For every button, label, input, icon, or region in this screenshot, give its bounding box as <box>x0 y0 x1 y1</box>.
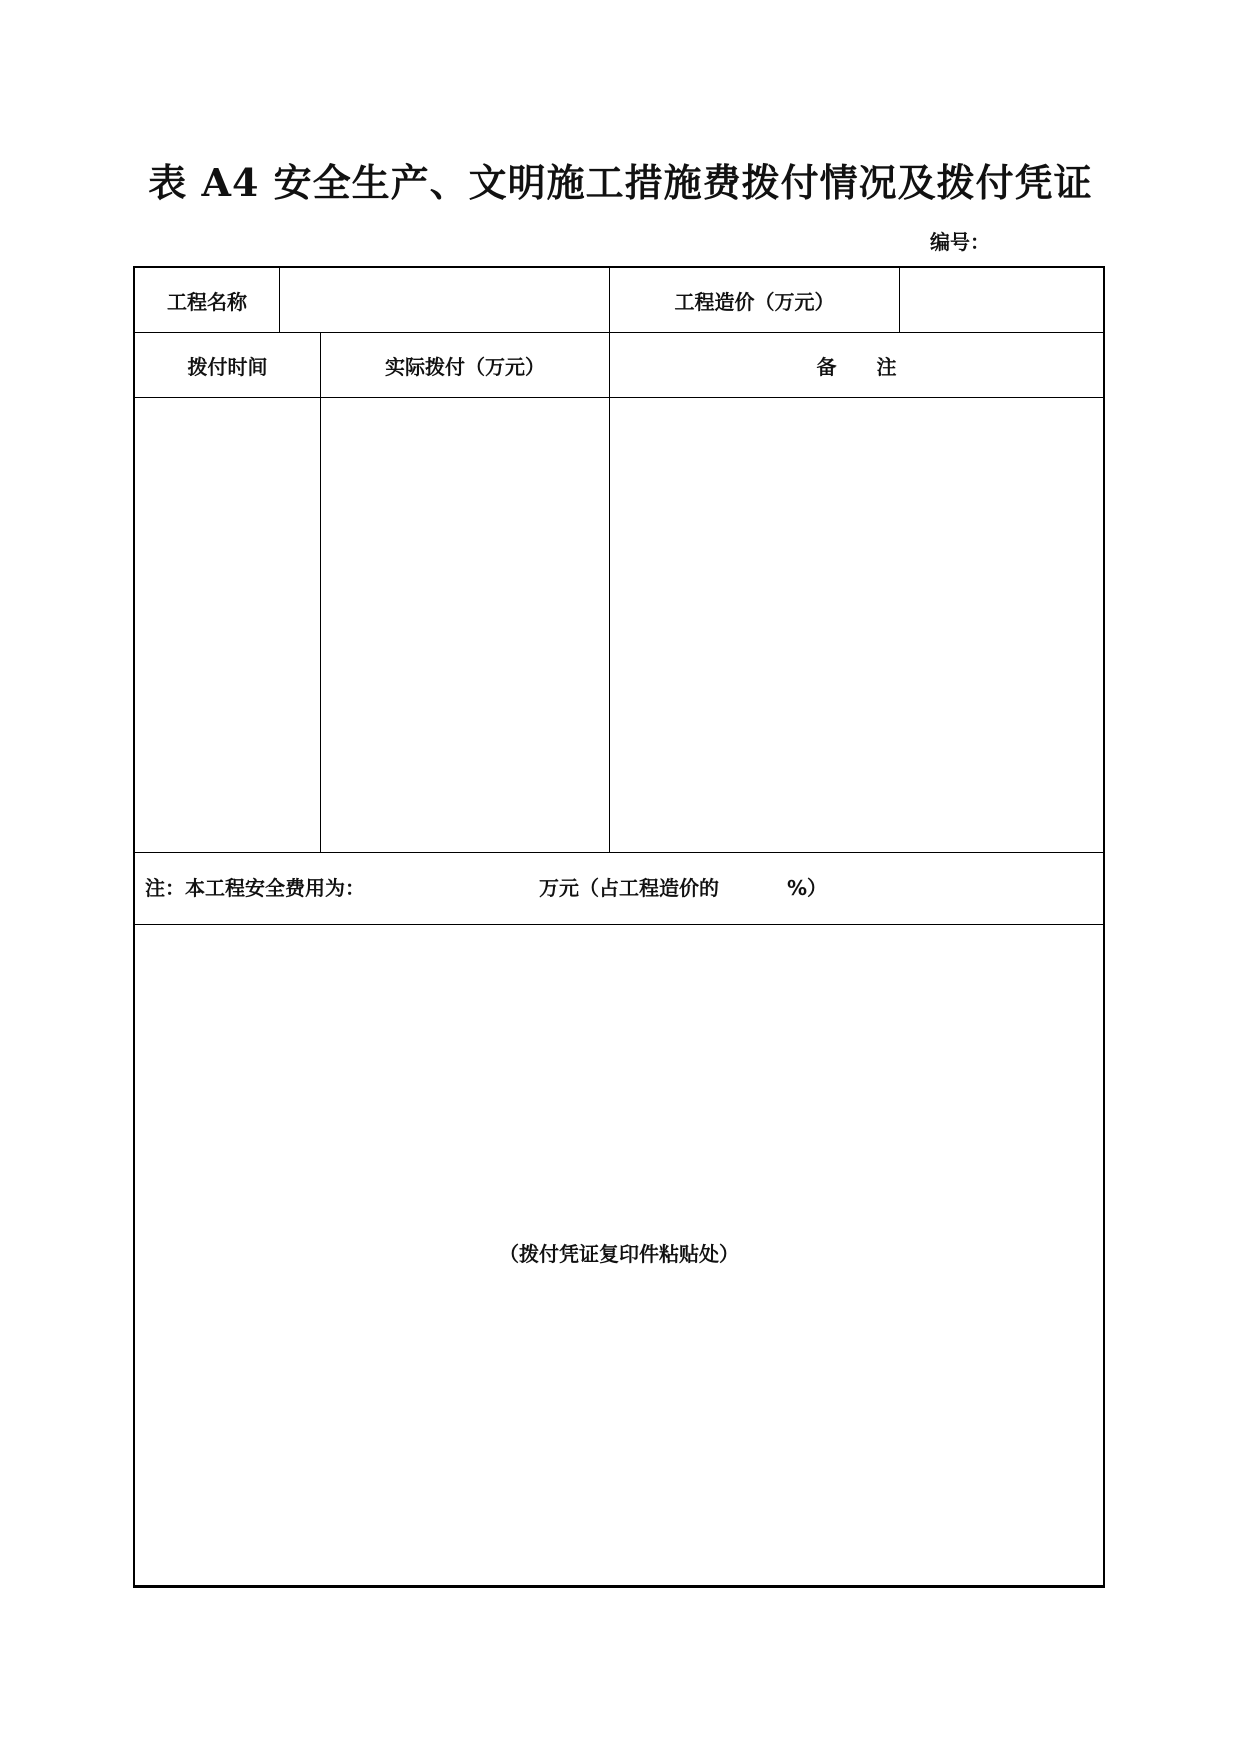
project-name-label: 工程名称 <box>167 289 247 314</box>
remarks-header: 备 注 <box>816 354 897 379</box>
document-number-label: 编号： <box>930 230 990 254</box>
voucher-area-label: （拨付凭证复印件粘贴处） <box>499 1242 739 1266</box>
document-title: 表 A4 安全生产、文明施工措施费拨付情况及拨付凭证 <box>148 160 1093 205</box>
project-name-field[interactable] <box>280 268 609 332</box>
payment-time-entry[interactable] <box>135 398 320 852</box>
project-cost-label: 工程造价（万元） <box>674 289 835 314</box>
project-cost-field[interactable] <box>900 268 1103 332</box>
actual-payment-header: 实际拨付（万元） <box>385 354 545 379</box>
remarks-entry[interactable] <box>610 398 1103 852</box>
note-suffix: %） <box>787 876 828 900</box>
payment-form-table <box>133 266 1105 1588</box>
row-divider-3 <box>135 852 1103 853</box>
note-middle: 万元（占工程造价的 <box>539 876 719 900</box>
actual-payment-entry[interactable] <box>321 398 609 852</box>
note-prefix: 注：本工程安全费用为： <box>145 876 365 900</box>
voucher-paste-area <box>135 925 1103 1585</box>
payment-time-header: 拨付时间 <box>187 354 268 379</box>
